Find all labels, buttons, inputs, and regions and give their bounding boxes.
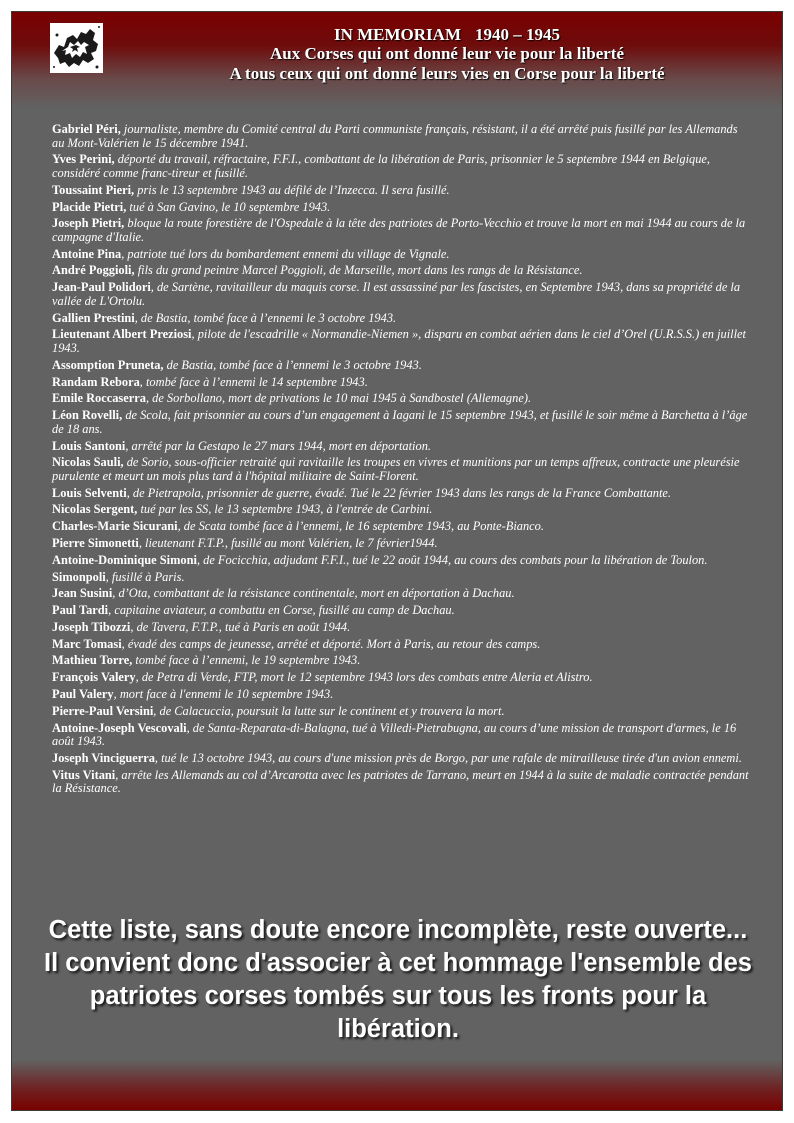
- memorial-page: [11, 11, 783, 1111]
- list-item: [52, 722, 752, 749]
- entry-description: , de Focicchia, adjudant F.F.I., tué le 22 août 1944, au cours des combats pour la libération de Toulon.: [196, 552, 708, 567]
- entry-description: , patriote tué lors du bombardement ennemi du village de Vignale.: [121, 246, 450, 261]
- list-item: [52, 201, 752, 215]
- list-item: [52, 359, 752, 373]
- memorial-header: [122, 25, 772, 84]
- entry-name: Yves Perini,: [52, 152, 115, 167]
- header-title-line: [122, 25, 772, 44]
- header-dedication-all: A tous ceux qui ont donné leurs vies en Corse pour la liberté: [229, 64, 665, 83]
- header-title: IN MEMORIAM: [333, 25, 461, 44]
- entry-name: Antoine-Joseph Vescovali: [52, 720, 187, 735]
- list-item: [52, 440, 752, 454]
- bottom-banner: [12, 1060, 782, 1110]
- list-item: [52, 537, 752, 551]
- entry-name: Assomption Pruneta,: [52, 357, 164, 372]
- entry-description: tué par les SS, le 13 septembre 1943, à l'entrée de Carbini.: [137, 502, 433, 517]
- entry-name: Louis Santoni: [52, 438, 126, 453]
- entry-name: Joseph Tibozzi: [52, 619, 131, 634]
- entry-description: , de Sartène, ravitailleur du maquis corse. Il est assassiné par les fascistes, en Septembre 1943, dans sa propriété de la vallée de L'Ortolu.: [52, 280, 741, 308]
- entry-name: Toussaint Pieri,: [52, 182, 135, 197]
- entry-description: de Scola, fait prisonnier au cours d’un engagement à Iagani le 15 septembre 1943, et fusillé le soir même à Barchetta à l’âge de 18 ans.: [52, 408, 748, 436]
- entry-description: , évadé des camps de jeunesse, arrêté et déporté. Mort à Paris, au retour des camps.: [121, 636, 541, 651]
- entry-name: Simonpoli: [52, 569, 106, 584]
- entry-name: Pierre Simonetti: [52, 536, 139, 550]
- entry-name: Antoine Pina: [52, 246, 122, 261]
- list-item: [52, 376, 752, 390]
- list-item: [52, 503, 752, 517]
- list-item: [52, 248, 752, 262]
- entry-description: , tombé face à l’ennemi le 14 septembre 1943.: [139, 374, 368, 389]
- list-item: [52, 264, 752, 278]
- entry-name: Nicolas Sergent,: [52, 502, 138, 517]
- list-item: [52, 409, 752, 436]
- entry-description: , lieutenant F.T.P., fusillé au mont Valérien, le 7 février1944.: [138, 536, 438, 550]
- entry-description: , de Bastia, tombé face à l’ennemi le 3 octobre 1943.: [134, 310, 397, 325]
- entry-description: , capitaine aviateur, a combattu en Corse, fusillé au camp de Dachau.: [108, 603, 455, 618]
- entry-description: , pilote de l'escadrille « Normandie-Niemen », disparu en combat aérien dans le ciel d’Orel (U.R.S.S.) en juillet 1943.: [52, 327, 746, 355]
- list-item: [52, 571, 752, 585]
- list-item: [52, 621, 752, 635]
- entry-name: Nicolas Sauli,: [52, 455, 124, 470]
- entry-description: déporté du travail, réfractaire, F.F.I., combattant de la libération de Paris, prisonnier le 5 septembre 1944 en Belgique, considéré comme franc-tireur et fusillé.: [52, 152, 710, 180]
- list-item: [52, 281, 752, 308]
- entry-name: François Valery: [52, 670, 136, 685]
- entry-name: Gallien Prestini: [52, 310, 135, 325]
- entry-description: de Bastia, tombé face à l’ennemi le 3 octobre 1943.: [163, 357, 422, 372]
- list-item: [52, 184, 752, 198]
- entry-name: Lieutenant Albert Preziosi: [52, 327, 192, 342]
- entry-name: Marc Tomasi: [52, 636, 122, 651]
- entry-description: , de Tavera, F.T.P., tué à Paris en août 1944.: [130, 619, 351, 634]
- list-item: [52, 587, 752, 601]
- entry-description: , fusillé à Paris.: [105, 569, 185, 584]
- entry-name: Randam Rebora: [52, 374, 140, 389]
- entry-description: journaliste, membre du Comité central du Parti communiste français, résistant, il a été arrêté puis fusillé par les Allemands au Mont-Valérien le 15 décembre 1941.: [52, 122, 738, 150]
- list-item: [52, 688, 752, 702]
- entry-description: de Sorio, sous-officier retraité qui ravitaille les troupes en vivres et munitions par un temps affreux, contracte une pleurésie purulente et meurt un mois plus tard à l'hôpital militaire de Saint-Florent.: [52, 455, 740, 483]
- entry-name: Louis Selventi: [52, 485, 127, 500]
- list-item: [52, 312, 752, 326]
- entry-name: Jean Susini: [52, 586, 113, 601]
- list-item: [52, 752, 752, 766]
- entry-description: , de Sorbollano, mort de privations le 10 mai 1945 à Sandbostel (Allemagne).: [145, 391, 532, 406]
- entry-description: , de Pietrapola, prisonnier de guerre, évadé. Tué le 22 février 1943 dans les rangs de la France Combattante.: [126, 485, 672, 500]
- list-item: [52, 520, 752, 534]
- list-item: [52, 671, 752, 685]
- entry-description: tombé face à l’ennemi, le 19 septembre 1943.: [132, 653, 361, 668]
- entry-description: bloque la route forestière de l'Ospedale à la tête des patriotes de Porto-Vecchio et trouve la mort en mai 1944 au cours de la campagne d'Italie.: [52, 216, 746, 244]
- entry-description: , de Calacuccia, poursuit la lutte sur le continent et y trouvera la mort.: [153, 703, 505, 718]
- list-item: [52, 604, 752, 618]
- entry-name: Antoine-Dominique Simoni: [52, 552, 197, 567]
- corsica-map-logo-icon: [50, 23, 103, 73]
- list-item: [52, 153, 752, 180]
- entry-name: Joseph Pietri,: [52, 216, 125, 231]
- entry-description: , mort face à l'ennemi le 10 septembre 1943.: [113, 687, 334, 702]
- entry-description: , tué le 13 octobre 1943, au cours d'une mission près de Borgo, par une rafale de mitrailleuse tirée d'un avion ennemi.: [154, 750, 742, 765]
- entry-description: , d’Ota, combattant de la résistance continentale, mort en déportation à Dachau.: [112, 586, 515, 601]
- entry-description: , de Santa-Reparata-di-Balagna, tué à Villedi-Pietrabugna, au cours d’une mission de transport d'armes, le 16 août 1943.: [52, 720, 737, 749]
- entry-description: , de Petra di Verde, FTP, mort le 12 septembre 1943 lors des combats entre Aleria et Alistro.: [135, 670, 593, 685]
- list-item: [52, 392, 752, 406]
- names-list: [52, 123, 752, 799]
- entry-description: , de Scata tombé face à l’ennemi, le 16 septembre 1943, au Ponte-Bianco.: [177, 519, 544, 534]
- list-item: [52, 769, 752, 796]
- list-item: [52, 554, 752, 568]
- entry-name: Pierre-Paul Versini: [52, 703, 154, 718]
- entry-name: André Poggioli,: [52, 263, 135, 278]
- entry-name: Placide Pietri,: [52, 199, 127, 214]
- list-item: [52, 217, 752, 244]
- list-item: [52, 328, 752, 355]
- header-dedication-corses: Aux Corses qui ont donné leur vie pour la liberté: [269, 44, 625, 63]
- entry-description: , arrête les Allemands au col d’Arcarotta avec les patriotes de Tarrano, meurt en 1944 à la suite de maladie contractée pendant la Résistance.: [52, 767, 749, 796]
- list-item: [52, 123, 752, 150]
- list-item: [52, 705, 752, 719]
- entry-description: tué à San Gavino, le 10 septembre 1943.: [126, 199, 331, 214]
- entry-description: , arrêté par la Gestapo le 27 mars 1944, mort en déportation.: [125, 438, 431, 453]
- entry-name: Léon Rovelli,: [52, 408, 123, 423]
- list-item: [52, 638, 752, 652]
- entry-name: Paul Valery: [52, 687, 114, 702]
- entry-description: fils du grand peintre Marcel Poggioli, de Marseille, mort dans les rangs de la Résistance.: [134, 263, 583, 278]
- entry-description: pris le 13 septembre 1943 au défilé de l’Inzecca. Il sera fusillé.: [134, 182, 450, 197]
- entry-name: Paul Tardi: [52, 603, 109, 618]
- entry-name: Emile Roccaserra: [52, 391, 146, 406]
- list-item: [52, 456, 752, 483]
- entry-name: Jean-Paul Polidori: [52, 280, 151, 295]
- closing-statement: Cette liste, sans doute encore incomplète, reste ouverte... Il convient donc d'associer à cet hommage l'ensemble des patriotes corses tombés sur tous les fronts pour la libération.: [44, 916, 752, 1043]
- entry-name: Vitus Vitani: [52, 767, 116, 782]
- list-item: [52, 487, 752, 501]
- entry-name: Gabriel Péri,: [52, 122, 121, 136]
- entry-name: Mathieu Torre,: [52, 653, 133, 668]
- entry-name: Joseph Vinciguerra: [52, 750, 155, 765]
- list-item: [52, 654, 752, 668]
- header-years: 1940 – 1945: [475, 25, 560, 44]
- entry-name: Charles-Marie Sicurani: [52, 519, 178, 534]
